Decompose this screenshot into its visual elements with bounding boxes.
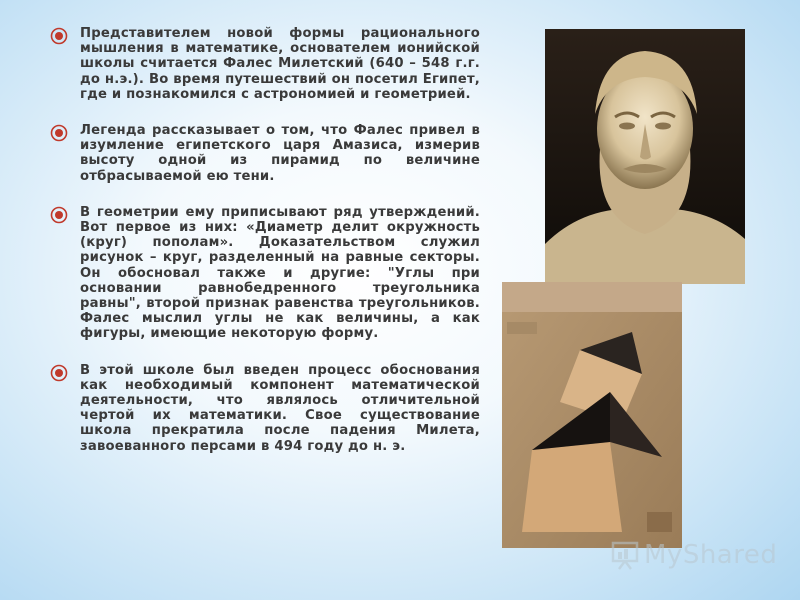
- watermark: [610, 540, 777, 570]
- presentation-board-icon: [610, 540, 640, 570]
- bullet-item-3: [50, 205, 480, 342]
- bullet-item-1: [50, 26, 480, 102]
- bullet-item-2: [50, 123, 480, 184]
- watermark-text: MyShared: [644, 540, 778, 570]
- text-column: [50, 26, 480, 475]
- bullet-text: Представителем новой формы рационального мышления в математике, основателем ионийской школы считается Фалес Милетский (640 – 548 г.г. до н.э.). Во время путешествий он посетил Египет, где и познакомился с астрономией и геометрией.: [80, 26, 480, 102]
- thales-bust-image: [545, 29, 745, 284]
- pyramid-illustration: [502, 282, 682, 548]
- bullet-text: В геометрии ему приписывают ряд утверждений. Вот первое из них: «Диаметр делит окружность (круг) пополам». Доказательством служил рисунок – круг, разделенный на равные секторы. Он обосновал также и другие: "Углы при основании равнобедренного треугольника равны", второй признак равенства треугольников. Фалес мыслил углы не как величины, а как фигуры, имеющие некоторую форму.: [80, 204, 480, 342]
- bullet-text: Легенда рассказывает о том, что Фалес привел в изумление египетского царя Амазиса, измерив высоту одной из пирамид по величине отбрасываемой ею тени.: [80, 123, 480, 184]
- circle-bullet-icon: [50, 364, 68, 382]
- circle-bullet-icon: [50, 206, 68, 224]
- bust-illustration: [545, 29, 745, 284]
- bullet-item-4: [50, 363, 480, 454]
- circle-bullet-icon: [50, 124, 68, 142]
- circle-bullet-icon: [50, 27, 68, 45]
- bullet-text: В этой школе был введен процесс обоснования как необходимый компонент математической деятельности, что являлось отличительной чертой их математики. Свое существование школа прекратила после падения Милета, завоеванного персами в 494 году до н. э.: [80, 362, 480, 454]
- pyramid-image: [502, 282, 682, 548]
